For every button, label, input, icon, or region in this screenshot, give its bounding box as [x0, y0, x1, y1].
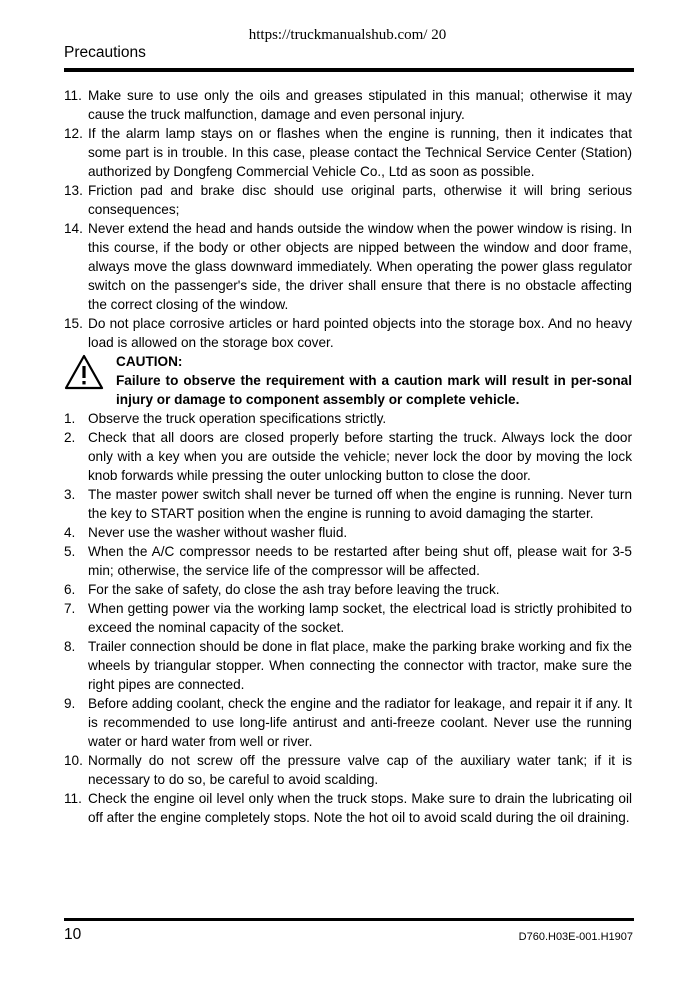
list-item [64, 542, 632, 580]
list-item [64, 751, 632, 789]
page-content [64, 86, 632, 827]
caution-body: Failure to observe the requirement with a caution mark will result in per-sonal injury or damage to component assembly or complete vehicle. [116, 373, 632, 407]
precautions-list-continued [64, 86, 632, 352]
list-item-text: Check the engine oil level only when the truck stops. Make sure to drain the lubricating oil off after the engine completely stops. Note the hot oil to avoid scald during the oil draining. [88, 791, 632, 825]
list-item [64, 694, 632, 751]
list-item-text: Make sure to use only the oils and greases stipulated in this manual; otherwise it may cause the truck malfunction, damage and even personal injury. [88, 88, 632, 122]
list-item [64, 314, 632, 352]
caution-title: CAUTION: [116, 354, 183, 369]
list-item-text: Before adding coolant, check the engine and the radiator for leakage, and repair it if any. It is recommended to use long-life antirust and anti-freeze coolant. Never use the running water or hard water from well or river. [88, 696, 632, 749]
list-item-number: 9. [64, 696, 76, 711]
list-item-text: Do not place corrosive articles or hard pointed objects into the storage box. And no heavy load is allowed on the storage box cover. [88, 316, 632, 350]
list-item-text: Observe the truck operation specifications strictly. [88, 411, 387, 426]
list-item-number: 3. [64, 487, 76, 502]
list-item-number: 2. [64, 430, 76, 445]
list-item-text: Trailer connection should be done in flat place, make the parking brake working and fix the wheels by triangular stopper. When connecting the connector with tractor, make sure the right pipes are connected. [88, 639, 632, 692]
list-item [64, 86, 632, 124]
list-item [64, 428, 632, 485]
list-item-text: When getting power via the working lamp socket, the electrical load is strictly prohibited to exceed the nominal capacity of the socket. [88, 601, 632, 635]
list-item-number: 10. [64, 753, 83, 768]
list-item [64, 409, 632, 428]
list-item [64, 219, 632, 314]
list-item-number: 1. [64, 411, 76, 426]
list-item-text: Normally do not screw off the pressure valve cap of the auxiliary water tank; if it is necessary to do so, be careful to avoid scalding. [88, 753, 632, 787]
list-item [64, 637, 632, 694]
source-url: https://truckmanualshub.com/ 20 [248, 27, 447, 43]
list-item-number: 14. [64, 221, 83, 236]
list-item-text: For the sake of safety, do close the ash tray before leaving the truck. [88, 582, 500, 597]
list-item [64, 599, 632, 637]
list-item-text: When the A/C compressor needs to be restarted after being shut off, please wait for 3-5 min; otherwise, the service life of the compressor will be affected. [88, 544, 632, 578]
header-rule [64, 68, 634, 72]
document-code: D760.H03E-001.H1907 [518, 931, 633, 943]
list-item [64, 181, 632, 219]
list-item-number: 4. [64, 525, 76, 540]
section-title: Precautions [64, 44, 146, 61]
list-item-number: 11. [64, 88, 82, 103]
list-item-number: 7. [64, 601, 76, 616]
list-item-text: Check that all doors are closed properly before starting the truck. Always lock the door only with a key when you are outside the vehicle; never lock the door by moving the lock knob forwards while pressing the outer unlocking button to close the door. [88, 430, 632, 483]
list-item-number: 6. [64, 582, 76, 597]
list-item-number: 5. [64, 544, 76, 559]
list-item-number: 11. [64, 791, 82, 806]
warning-triangle-icon [64, 352, 116, 392]
list-item-number: 15. [64, 316, 83, 331]
list-item [64, 485, 632, 523]
list-item-text: Never extend the head and hands outside the window when the power window is rising. In this course, if the body or other objects are nipped between the window and door frame, always move the glass downward immediately. When operating the power glass regulator switch on the passenger's side, the driver shall ensure that there is no obstacle affecting the correct closing of the window. [88, 221, 632, 312]
footer-rule [64, 918, 634, 921]
list-item-number: 8. [64, 639, 76, 654]
list-item [64, 523, 632, 542]
page-number: 10 [64, 926, 82, 943]
list-item [64, 580, 632, 599]
list-item-text: The master power switch shall never be turned off when the engine is running. Never turn the key to START position when the engine is running to avoid damaging the starter. [88, 487, 632, 521]
list-item-text: If the alarm lamp stays on or flashes when the engine is running, then it indicates that some part is in trouble. In this case, please contact the Technical Service Center (Station) authorized by Dongfeng Commercial Vehicle Co., Ltd as soon as possible. [88, 126, 632, 179]
list-item [64, 789, 632, 827]
list-item-number: 12. [64, 126, 83, 141]
list-item-text: Friction pad and brake disc should use original parts, otherwise it will bring serious consequences; [88, 183, 632, 217]
list-item-number: 13. [64, 183, 83, 198]
caution-list [64, 409, 632, 827]
list-item-text: Never use the washer without washer fluid. [88, 525, 348, 540]
list-item [64, 124, 632, 181]
caution-box [64, 352, 632, 409]
caution-text [116, 352, 632, 409]
